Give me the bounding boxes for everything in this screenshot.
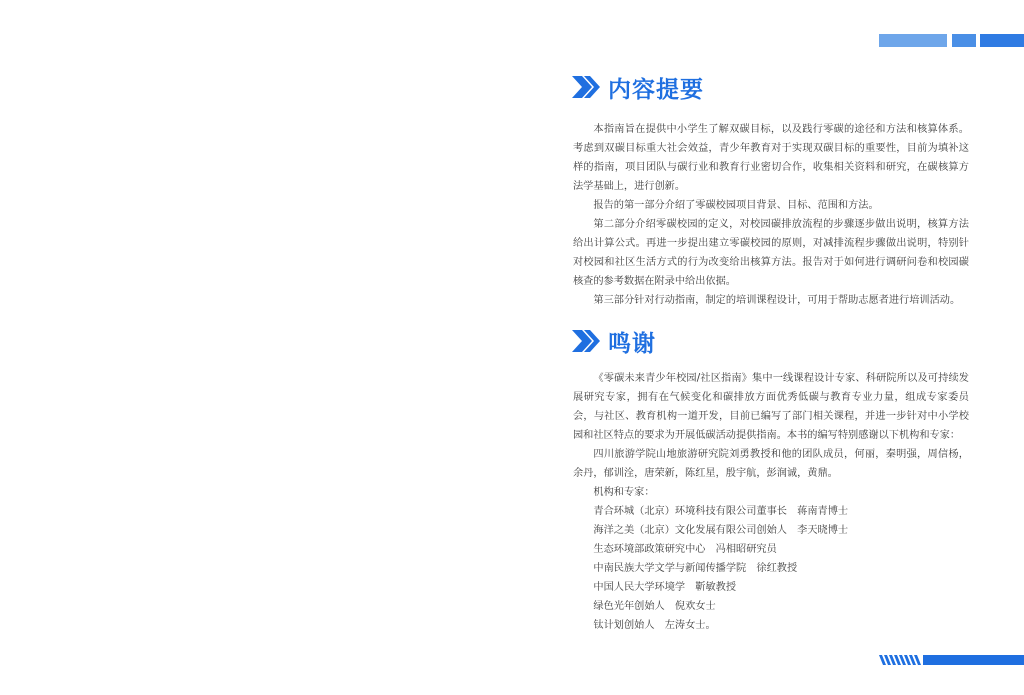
institution-item: 青合环城（北京）环境科技有限公司董事长 蒋南青博士 [593, 506, 849, 517]
acknowledgements-body [573, 369, 969, 635]
summary-title: 内容提要 [608, 76, 704, 103]
acknowledgements-paragraph: 四川旅游学院山地旅游研究院刘勇教授和他的团队成员，何丽，秦明强，周信杨，余丹，郁训洤，唐荣新，陈红星，殷宇航，彭润诚，黄鼎。 [573, 449, 969, 479]
top-decor-bar-3 [980, 34, 1024, 47]
bottom-decor-stripes [879, 655, 921, 665]
institution-item: 中国人民大学环境学 靳敏教授 [593, 582, 737, 593]
top-decor-bar-1 [879, 34, 947, 47]
double-chevron-right-icon [570, 328, 602, 354]
double-chevron-right-icon [570, 74, 602, 100]
summary-body [573, 120, 969, 310]
institution-item: 钛计划创始人 左涛女士。 [593, 620, 716, 631]
institutions-heading: 机构和专家： [593, 487, 655, 498]
institution-item: 海洋之美（北京）文化发展有限公司创始人 李天晓博士 [593, 525, 849, 536]
summary-paragraph: 本指南旨在提供中小学生了解双碳目标，以及践行零碳的途径和方法和核算体系。考虑到双碳目标重大社会效益，青少年教育对于实现双碳目标的重要性，目前为填补这样的指南，项目团队与碳行业和教育行业密切合作，收集相关资料和研究，在碳核算方法学基础上，进行创新。 [573, 124, 969, 192]
summary-paragraph: 第二部分介绍零碳校园的定义，对校园碳排放流程的步骤逐步做出说明，核算方法给出计算公式。再进一步提出建立零碳校园的原则，对减排流程步骤做出说明，特别针对校园和社区生活方式的行为改变给出核算方法。报告对于如何进行调研问卷和校园碳核查的参考数据在附录中给出依据。 [573, 219, 969, 287]
acknowledgements-header [570, 324, 656, 358]
summary-paragraph: 第三部分针对行动指南，制定的培训课程设计，可用于帮助志愿者进行培训活动。 [593, 295, 961, 306]
summary-paragraph: 报告的第一部分介绍了零碳校园项目背景、目标、范围和方法。 [593, 200, 879, 211]
institution-item: 中南民族大学文学与新闻传播学院 徐红教授 [593, 563, 798, 574]
institution-item: 绿色光年创始人 倪欢女士 [593, 601, 716, 612]
acknowledgements-paragraph: 《零碳未来青少年校园/社区指南》集中一线课程设计专家、科研院所以及可持续发展研究专家，拥有在气候变化和碳排放方面优秀低碳与教育专业力量，组成专家委员会，与社区、教育机构一道开发，目前已编写了部门相关课程，并进一步针对中小学校园和社区特点的要求为开展低碳活动提供指南。本书的编写特别感谢以下机构和专家： [573, 373, 969, 441]
institution-item: 生态环境部政策研究中心 冯相昭研究员 [593, 544, 777, 555]
top-decor-bar-2 [952, 34, 976, 47]
acknowledgements-title: 鸣谢 [608, 330, 656, 357]
summary-header [570, 70, 704, 104]
bottom-decor-bar [923, 655, 1024, 665]
